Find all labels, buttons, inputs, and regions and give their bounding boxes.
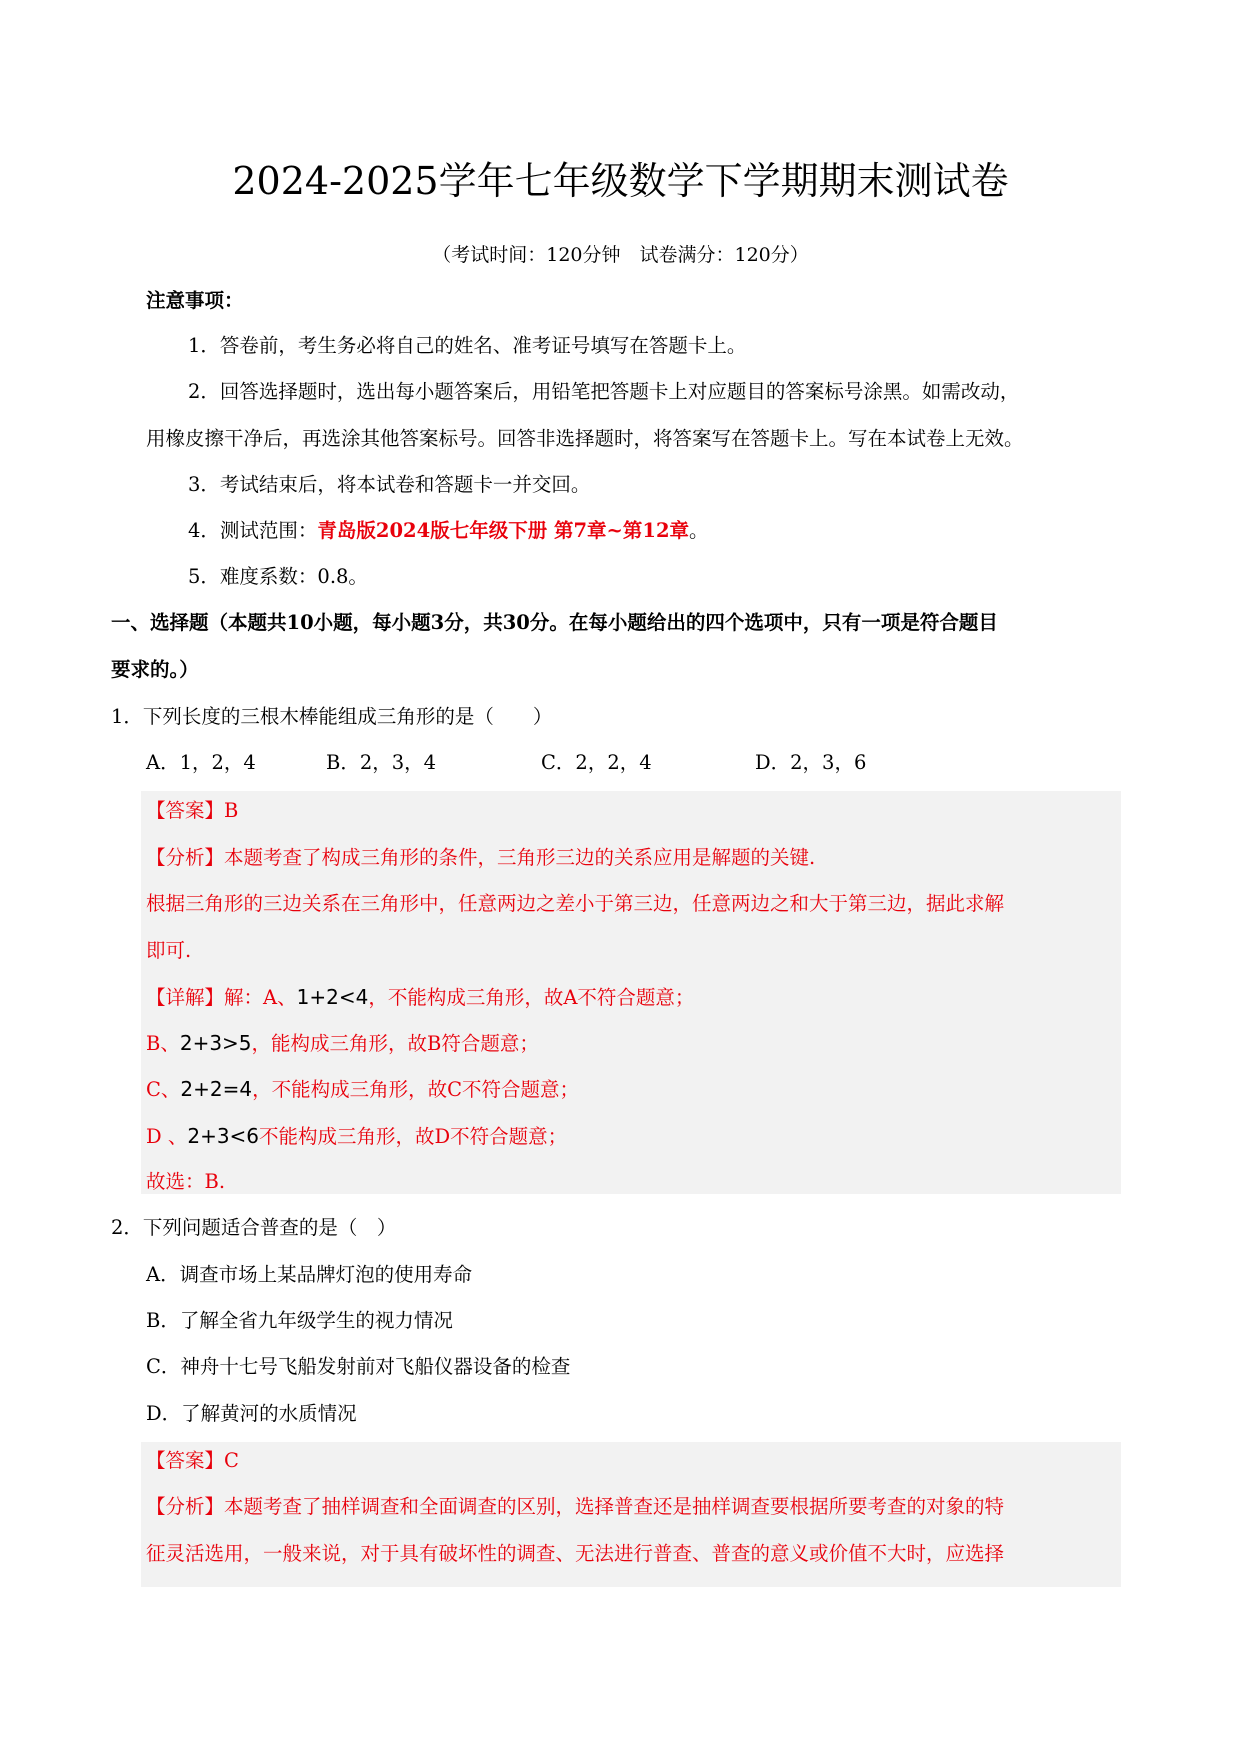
- q2-stem: 2．下列问题适合普查的是（ ）: [111, 1216, 397, 1239]
- q1-detail-a-text: ，不能构成三角形，故A不符合题意；: [368, 986, 695, 1009]
- q1-stem: 1．下列长度的三根木棒能组成三角形的是（ ）: [111, 705, 553, 728]
- q1-option-a: A．1，2，4: [146, 751, 256, 774]
- notice-heading: 注意事项：: [146, 289, 244, 312]
- q1-detail-b-math: 2+3>5: [179, 1031, 252, 1055]
- q1-detail-d: [146, 1121, 567, 1152]
- q1-analysis: [146, 843, 815, 873]
- section-heading: 一、选择题（本题共10小题，每小题3分，共30分。在每小题给出的四个选项中，只有一项是符合题目: [111, 611, 998, 634]
- notice-item-2: 2．回答选择题时，选出每小题答案后，用铅笔把答题卡上对应题目的答案标号涂黑。如需改动，: [188, 380, 1020, 403]
- q1-detail-d-prefix: D 、: [146, 1125, 188, 1148]
- q1-conclusion: 故选：B.: [146, 1170, 226, 1193]
- notice-item-4-prefix: 4．测试范围：: [188, 519, 318, 542]
- q1-answer-value: B: [224, 799, 239, 822]
- test-range: 青岛版2024版七年级下册 第7章~第12章: [317, 519, 690, 542]
- q1-analysis-line2: 根据三角形的三边关系在三角形中，任意两边之差小于第三边，任意两边之和大于第三边，据此求解: [146, 892, 1005, 915]
- q1-detail-c-text: ，不能构成三角形，故C不符合题意；: [252, 1078, 580, 1101]
- q1-option-c: C．2，2，4: [541, 751, 652, 774]
- q2-answer: [146, 1446, 239, 1476]
- section-heading-cont: 要求的。）: [111, 658, 199, 681]
- q2-analysis-tag: 【分析】: [146, 1495, 225, 1518]
- q1-detail-a-prefix: 解：A、: [224, 986, 297, 1009]
- q2-option-d: D．了解黄河的水质情况: [146, 1402, 357, 1425]
- q2-option-b: B．了解全省九年级学生的视力情况: [146, 1309, 453, 1332]
- q2-analysis: [146, 1492, 1004, 1522]
- q2-answer-tag: 【答案】: [146, 1449, 225, 1472]
- notice-item-3: 3．考试结束后，将本试卷和答题卡一并交回。: [188, 473, 591, 496]
- q1-detail-d-text: 不能构成三角形，故D不符合题意；: [259, 1125, 568, 1148]
- q1-detail-c-prefix: C、: [146, 1078, 181, 1101]
- q1-detail-b: [146, 1028, 539, 1059]
- q1-option-d: D．2，3，6: [755, 751, 867, 774]
- q2-option-c: C．神舟十七号飞船发射前对飞船仪器设备的检查: [146, 1355, 571, 1378]
- notice-item-4-suffix: 。: [689, 519, 709, 542]
- q1-detail-tag: 【详解】: [146, 986, 225, 1009]
- q1-analysis-text: 本题考查了构成三角形的条件，三角形三边的关系应用是解题的关键.: [224, 846, 816, 869]
- q1-detail-a-math: 1+2<4: [296, 985, 369, 1009]
- q1-analysis-line3: 即可.: [146, 939, 192, 962]
- q1-answer: [146, 796, 238, 826]
- q1-option-b: B．2，3，4: [326, 751, 437, 774]
- q1-detail-c-math: 2+2=4: [180, 1077, 253, 1101]
- q2-analysis-text: 本题考查了抽样调查和全面调查的区别，选择普查还是抽样调查要根据所要考查的对象的特: [224, 1495, 1005, 1518]
- q1-detail-d-math: 2+3<6: [187, 1124, 260, 1148]
- notice-item-1: 1．答卷前，考生务必将自己的姓名、准考证号填写在答题卡上。: [188, 334, 747, 357]
- exam-info: （考试时间：120分钟 试卷满分：120分）: [432, 244, 809, 266]
- notice-item-4: [188, 516, 709, 546]
- page-title: 2024-2025学年七年级数学下学期期末测试卷: [232, 159, 1009, 203]
- notice-item-5: 5．难度系数：0.8。: [188, 565, 368, 588]
- q1-detail-a: [146, 982, 694, 1013]
- q1-analysis-tag: 【分析】: [146, 846, 225, 869]
- q1-detail-b-text: ，能构成三角形，故B符合题意；: [251, 1032, 539, 1055]
- q2-option-a: A．调查市场上某品牌灯泡的使用寿命: [146, 1263, 473, 1286]
- q2-analysis-line2: 征灵活选用，一般来说，对于具有破坏性的调查、无法进行普查、普查的意义或价值不大时，应选择: [146, 1542, 1005, 1565]
- q1-detail-c: [146, 1074, 579, 1105]
- q1-answer-tag: 【答案】: [146, 799, 225, 822]
- notice-item-2-cont: 用橡皮擦干净后，再选涂其他答案标号。回答非选择题时，将答案写在答题卡上。写在本试卷上无效。: [146, 427, 1024, 450]
- q2-answer-value: C: [224, 1449, 239, 1472]
- q1-detail-b-prefix: B、: [146, 1032, 180, 1055]
